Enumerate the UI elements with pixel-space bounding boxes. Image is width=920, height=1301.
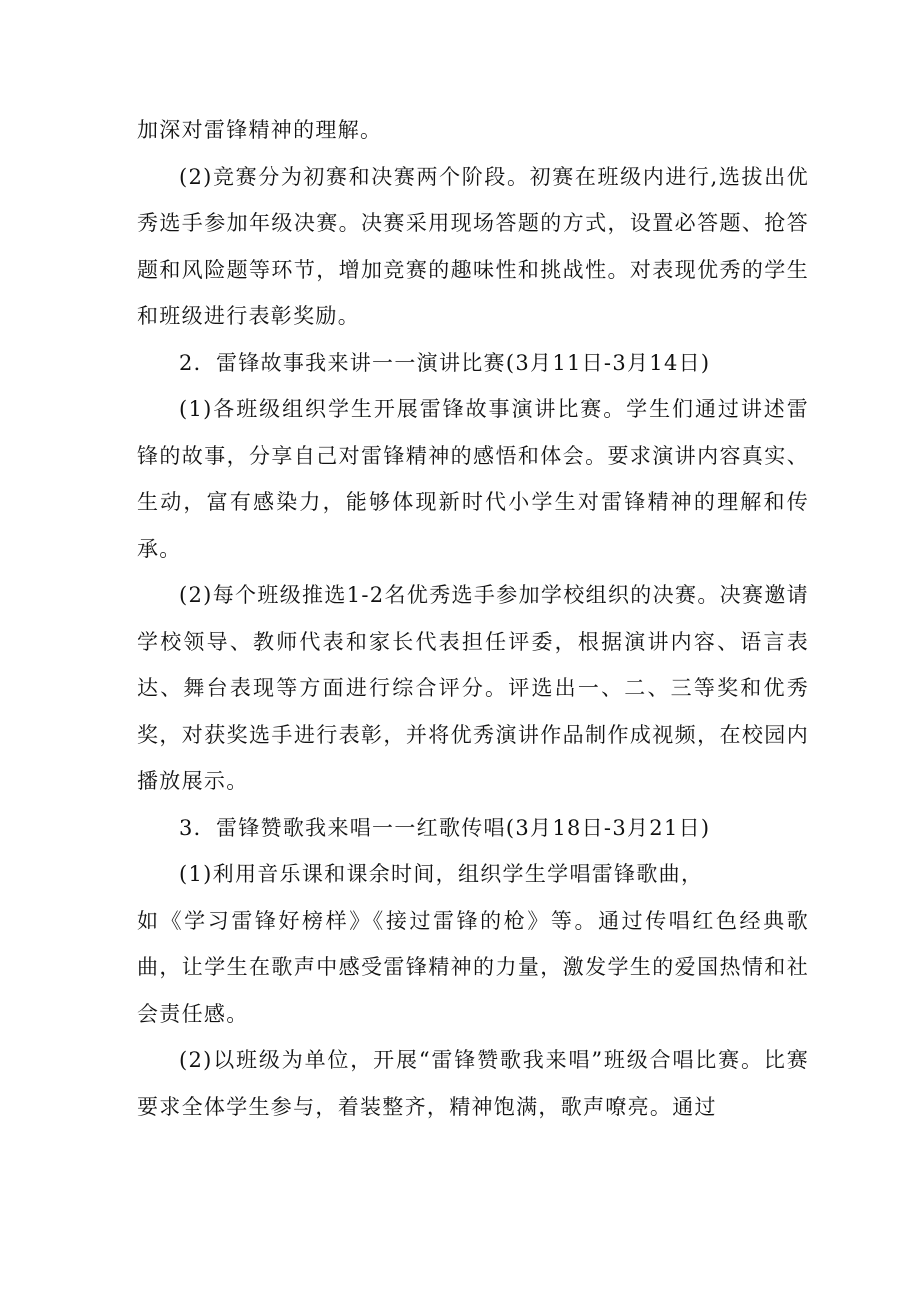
section-heading-red-songs: 3．雷锋赞歌我来唱一一红歌传唱(3月18日-3月21日) [179, 815, 711, 840]
body-text [137, 107, 809, 1130]
paragraph-red-songs-2: (2)以班级为单位，开展“雷锋赞歌我来唱”班级合唱比赛。比赛要求全体学生参与，着装整齐，精神饱满，歌声嘹亮。通过 [137, 1048, 809, 1119]
paragraph-red-songs-1: (1)利用音乐课和课余时间，组织学生学唱雷锋歌曲， [179, 862, 704, 886]
paragraph-speech-contest-2: (2)每个班级推选1-2名优秀选手参加学校组织的决赛。决赛邀请学校领导、教师代表和家长代表担任评委，根据演讲内容、语言表达、舞台表现等方面进行综合评分。评选出一、二、三等奖和优秀奖，对获奖选手进行表彰，并将优秀演讲作品制作成视频，在校园内播放展示。 [137, 583, 809, 793]
paragraph-red-songs-1-continued: 如《学习雷锋好榜样》《接过雷锋的枪》等。通过传唱红色经典歌曲，让学生在歌声中感受雷锋精神的力量，激发学生的爱国热情和社会责任感。 [137, 908, 809, 1026]
paragraph-speech-contest-1: (1)各班级组织学生开展雷锋故事演讲比赛。学生们通过讲述雷锋的故事，分享自己对雷锋精神的感悟和体会。要求演讲内容真实、生动，富有感染力，能够体现新时代小学生对雷锋精神的理解和传承。 [137, 397, 809, 561]
paragraph-continuation: 加深对雷锋精神的理解。 [137, 118, 383, 142]
paragraph-competition-stages: (2)竞赛分为初赛和决赛两个阶段。初赛在班级内进行,选拔出优秀选手参加年级决赛。决赛采用现场答题的方式，设置必答题、抢答题和风险题等环节，增加竞赛的趣味性和挑战性。对表现优秀的学生和班级进行表彰奖励。 [137, 164, 809, 328]
section-heading-speech-contest: 2．雷锋故事我来讲一一演讲比赛(3月11日-3月14日) [179, 350, 711, 375]
